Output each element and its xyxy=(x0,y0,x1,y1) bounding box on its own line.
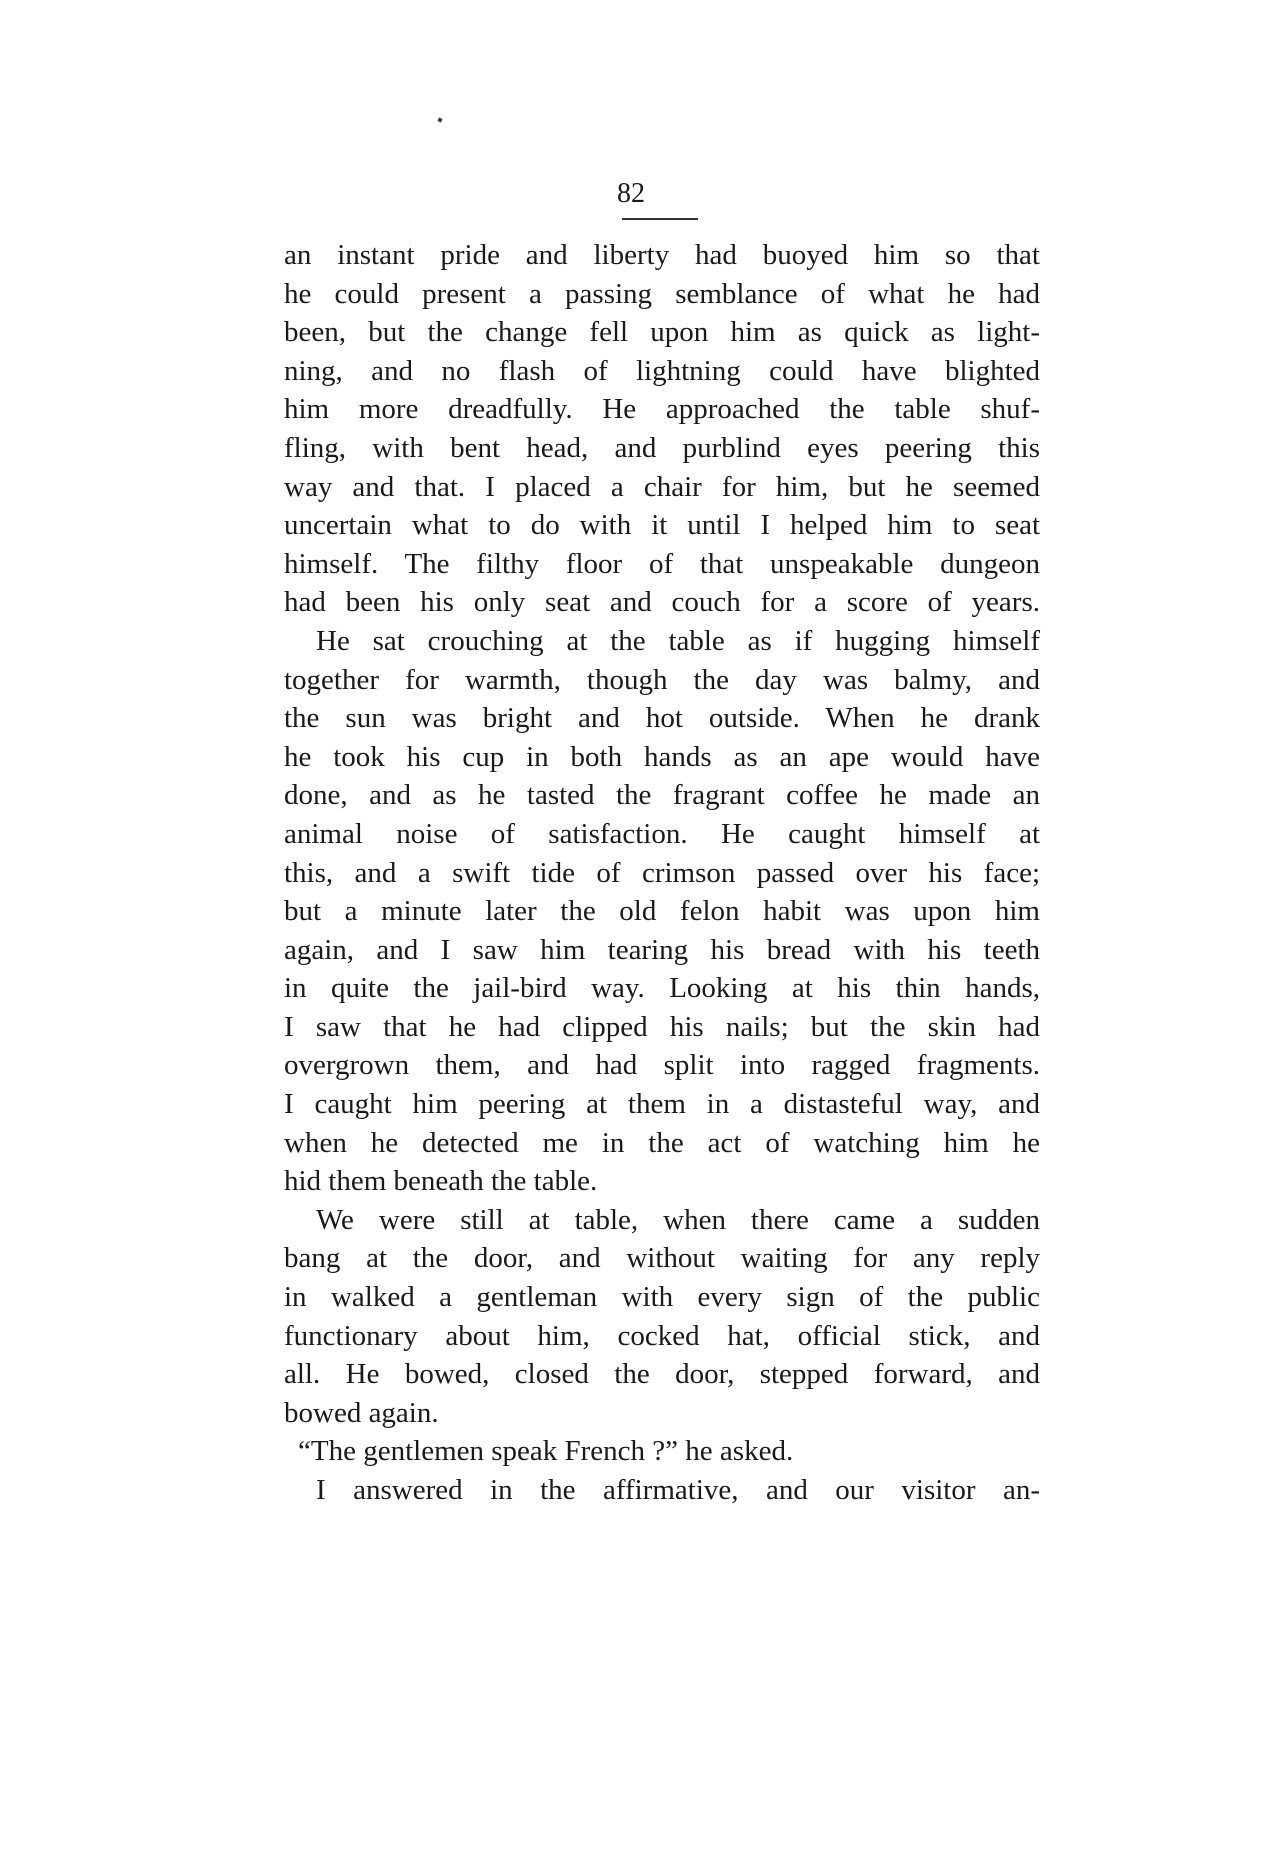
text-line: he could present a passing semblance of what he had xyxy=(284,277,1040,310)
text-line: I caught him peering at them in a distasteful way, and xyxy=(284,1088,1040,1121)
page-number: 82 xyxy=(617,178,645,209)
body-text xyxy=(284,236,1040,1510)
text-line: when he detected me in the act of watching him he xyxy=(284,1126,1040,1159)
text-line: all. He bowed, closed the door, stepped forward, and xyxy=(284,1358,1040,1391)
text-line: bang at the door, and without waiting for any reply xyxy=(284,1242,1040,1275)
text-line: himself. The filthy floor of that unspeakable dungeon xyxy=(284,547,1040,580)
dialogue-line: “The gentlemen speak French ?” he asked. xyxy=(298,1435,794,1468)
text-line: He sat crouching at the table as if hugging himself xyxy=(316,624,1040,657)
text-line: in quite the jail-bird way. Looking at his thin hands, xyxy=(284,972,1040,1005)
text-line: an instant pride and liberty had buoyed him so that xyxy=(284,239,1040,271)
text-line: I answered in the affirmative, and our visitor an- xyxy=(316,1474,1040,1506)
text-line: had been his only seat and couch for a score of years. xyxy=(284,586,1040,619)
text-line: overgrown them, and had split into ragged fragments. xyxy=(284,1049,1040,1082)
text-line: again, and I saw him tearing his bread with his teeth xyxy=(284,933,1040,966)
text-line: in walked a gentleman with every sign of the public xyxy=(284,1281,1040,1314)
text-line: this, and a swift tide of crimson passed over his face; xyxy=(284,856,1040,889)
text-line: together for warmth, though the day was balmy, and xyxy=(284,663,1040,696)
text-line: hid them beneath the table. xyxy=(284,1165,598,1198)
text-line: done, and as he tasted the fragrant coffee he made an xyxy=(284,779,1040,812)
text-line: uncertain what to do with it until I helped him to seat xyxy=(284,509,1040,542)
text-line: the sun was bright and hot outside. When he drank xyxy=(284,702,1040,735)
page-number-rule xyxy=(622,218,698,220)
text-line: I saw that he had clipped his nails; but the skin had xyxy=(284,1010,1040,1043)
text-line: been, but the change fell upon him as quick as light- xyxy=(284,316,1040,349)
text-line: ning, and no flash of lightning could have blighted xyxy=(284,354,1040,387)
ink-speck xyxy=(437,117,443,123)
text-line: bowed again. xyxy=(284,1396,439,1429)
text-line: fling, with bent head, and purblind eyes peering this xyxy=(284,431,1040,464)
text-line: We were still at table, when there came a sudden xyxy=(316,1203,1040,1236)
text-line: way and that. I placed a chair for him, but he seemed xyxy=(284,470,1040,503)
text-line: he took his cup in both hands as an ape would have xyxy=(284,740,1040,773)
text-line: functionary about him, cocked hat, official stick, and xyxy=(284,1319,1040,1352)
text-line: animal noise of satisfaction. He caught himself at xyxy=(284,817,1040,850)
text-line: him more dreadfully. He approached the table shuf- xyxy=(284,393,1040,426)
text-line: but a minute later the old felon habit was upon him xyxy=(284,895,1040,928)
